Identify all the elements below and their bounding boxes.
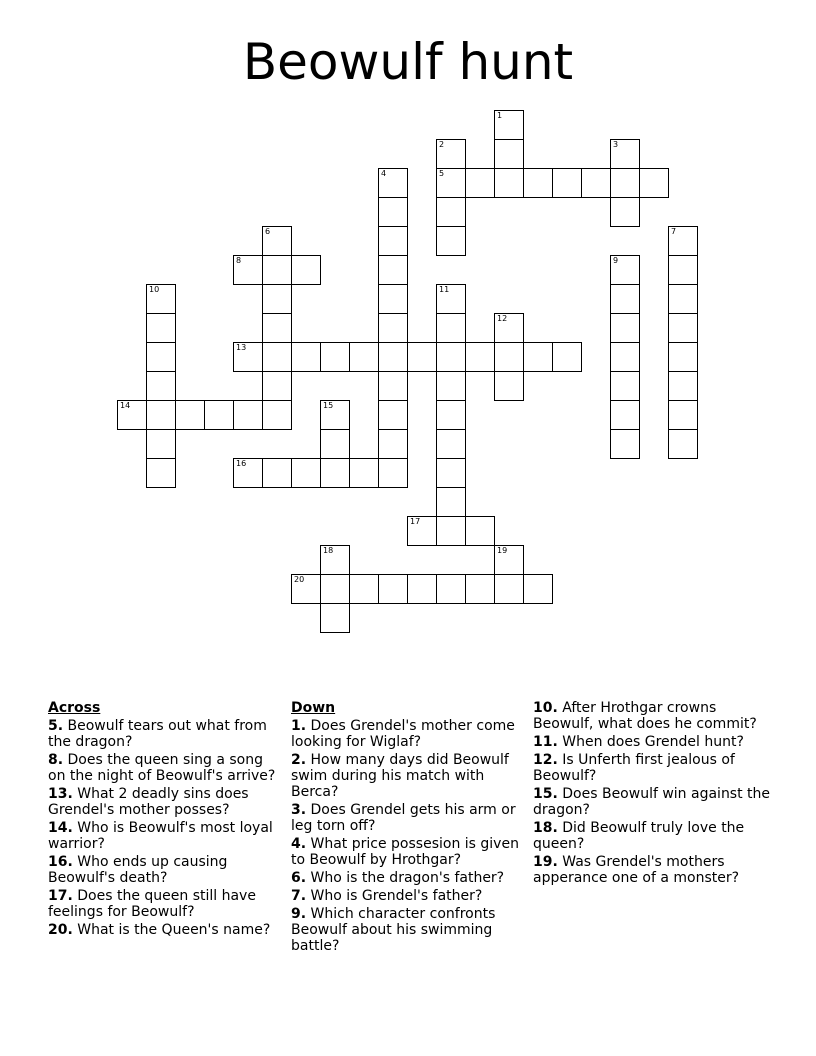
grid-cell[interactable] xyxy=(668,400,698,430)
across-clues xyxy=(48,700,278,940)
grid-cell[interactable] xyxy=(436,487,466,517)
grid-cell[interactable] xyxy=(320,400,350,430)
clue-text: What is the Queen's name? xyxy=(72,922,271,938)
grid-cell[interactable] xyxy=(117,400,147,430)
grid-cell[interactable] xyxy=(610,400,640,430)
grid-cell[interactable] xyxy=(668,429,698,459)
grid-cell[interactable] xyxy=(291,458,321,488)
clue-text: Does the queen still have feelings for Beowulf? xyxy=(48,888,256,920)
grid-cell[interactable] xyxy=(233,255,263,285)
grid-cell[interactable] xyxy=(668,342,698,372)
clue-num: 20. xyxy=(48,922,73,938)
clue-item xyxy=(48,820,278,852)
clue-text: Is Unferth first jealous of Beowulf? xyxy=(533,752,735,784)
grid-cell[interactable] xyxy=(262,313,292,343)
grid-cell[interactable] xyxy=(436,342,466,372)
grid-cell[interactable] xyxy=(523,342,553,372)
clue-text: Who is Grendel's father? xyxy=(306,888,483,904)
clue-num: 18. xyxy=(533,820,558,836)
clue-num: 12. xyxy=(533,752,558,768)
grid-cell[interactable] xyxy=(436,371,466,401)
clue-num: 17. xyxy=(48,888,73,904)
grid-cell[interactable] xyxy=(378,458,408,488)
clue-item xyxy=(533,820,773,852)
grid-cell[interactable] xyxy=(436,168,466,198)
grid-cell[interactable] xyxy=(494,574,524,604)
clue-item xyxy=(533,700,773,732)
grid-cell[interactable] xyxy=(523,168,553,198)
grid-cell[interactable] xyxy=(581,168,611,198)
grid-cell[interactable] xyxy=(320,603,350,633)
clue-num: 9. xyxy=(291,906,307,922)
clue-text: Which character confronts Beowulf about his swimming battle? xyxy=(291,906,496,954)
grid-cell[interactable] xyxy=(146,313,176,343)
down-clues xyxy=(291,700,523,956)
grid-cell[interactable] xyxy=(494,371,524,401)
grid-cell[interactable] xyxy=(378,168,408,198)
grid-cell[interactable] xyxy=(610,255,640,285)
clue-number: 20 xyxy=(294,575,305,584)
clue-item xyxy=(48,752,278,784)
clue-num: 16. xyxy=(48,854,73,870)
grid-cell[interactable] xyxy=(378,342,408,372)
page-title: Beowulf hunt xyxy=(242,33,574,91)
clue-num: 6. xyxy=(291,870,307,886)
clue-text: Who is the dragon's father? xyxy=(306,870,505,886)
clue-num: 15. xyxy=(533,786,558,802)
grid-cell[interactable] xyxy=(262,342,292,372)
grid-cell[interactable] xyxy=(262,371,292,401)
grid-cell[interactable] xyxy=(465,168,495,198)
clue-item xyxy=(48,786,278,818)
grid-cell[interactable] xyxy=(552,168,582,198)
across-clue-list xyxy=(48,718,278,938)
grid-cell[interactable] xyxy=(320,458,350,488)
grid-cell[interactable] xyxy=(465,574,495,604)
clue-item xyxy=(291,906,523,954)
clue-text: Was Grendel's mothers apperance one of a monster? xyxy=(533,854,740,886)
grid-cell[interactable] xyxy=(146,342,176,372)
clue-text: Who is Beowulf's most loyal warrior? xyxy=(48,820,273,852)
clue-num: 1. xyxy=(291,718,307,734)
grid-cell[interactable] xyxy=(436,226,466,256)
clue-number: 17 xyxy=(410,517,421,526)
grid-cell[interactable] xyxy=(262,400,292,430)
clue-text: When does Grendel hunt? xyxy=(557,734,744,750)
grid-cell[interactable] xyxy=(494,110,524,140)
grid-cell[interactable] xyxy=(668,371,698,401)
grid-cell[interactable] xyxy=(436,313,466,343)
clue-text: Beowulf tears out what from the dragon? xyxy=(48,718,267,750)
grid-cell[interactable] xyxy=(378,197,408,227)
grid-cell[interactable] xyxy=(436,429,466,459)
grid-cell[interactable] xyxy=(262,226,292,256)
grid-cell[interactable] xyxy=(494,168,524,198)
grid-cell[interactable] xyxy=(552,342,582,372)
clue-item xyxy=(48,922,278,938)
grid-cell[interactable] xyxy=(494,139,524,169)
clue-text: Does Beowulf win against the dragon? xyxy=(533,786,771,818)
clue-text: Does Grendel's mother come looking for Wiglaf? xyxy=(291,718,515,750)
clue-number: 2 xyxy=(439,140,445,149)
grid-cell[interactable] xyxy=(378,284,408,314)
clue-number: 6 xyxy=(265,227,271,236)
grid-cell[interactable] xyxy=(465,342,495,372)
clue-num: 2. xyxy=(291,752,307,768)
clue-number: 13 xyxy=(236,343,247,352)
grid-cell[interactable] xyxy=(233,458,263,488)
clue-item xyxy=(533,734,773,750)
down-heading: Down xyxy=(291,700,336,716)
grid-cell[interactable] xyxy=(668,226,698,256)
across-heading: Across xyxy=(48,700,101,716)
clue-number: 5 xyxy=(439,169,445,178)
grid-cell[interactable] xyxy=(494,313,524,343)
grid-cell[interactable] xyxy=(436,197,466,227)
grid-cell[interactable] xyxy=(233,342,263,372)
grid-cell[interactable] xyxy=(146,429,176,459)
grid-cell[interactable] xyxy=(668,284,698,314)
grid-cell[interactable] xyxy=(523,574,553,604)
grid-cell[interactable] xyxy=(610,139,640,169)
grid-cell[interactable] xyxy=(291,574,321,604)
clue-text: Did Beowulf truly love the queen? xyxy=(533,820,745,852)
clue-number: 9 xyxy=(613,256,619,265)
clue-number: 7 xyxy=(671,227,677,236)
grid-cell[interactable] xyxy=(436,400,466,430)
clue-item xyxy=(533,752,773,784)
clue-text: What 2 deadly sins does Grendel's mother posses? xyxy=(48,786,249,818)
grid-cell[interactable] xyxy=(378,574,408,604)
grid-cell[interactable] xyxy=(407,516,437,546)
clue-number: 1 xyxy=(497,111,503,120)
clue-number: 12 xyxy=(497,314,508,323)
clue-text: What price possesion is given to Beowulf by Hrothgar? xyxy=(291,836,519,868)
grid-cell[interactable] xyxy=(668,313,698,343)
grid-cell[interactable] xyxy=(639,168,669,198)
grid-cell[interactable] xyxy=(262,458,292,488)
clue-number: 15 xyxy=(323,401,334,410)
clue-num: 11. xyxy=(533,734,558,750)
clue-num: 13. xyxy=(48,786,73,802)
clue-item xyxy=(291,718,523,750)
grid-cell[interactable] xyxy=(349,342,379,372)
grid-cell[interactable] xyxy=(378,429,408,459)
clue-num: 4. xyxy=(291,836,307,852)
grid-cell[interactable] xyxy=(175,400,205,430)
clue-item xyxy=(291,836,523,868)
grid-cell[interactable] xyxy=(494,342,524,372)
grid-cell[interactable] xyxy=(436,574,466,604)
grid-cell[interactable] xyxy=(436,516,466,546)
clue-item xyxy=(291,802,523,834)
clue-text: Who ends up causing Beowulf's death? xyxy=(48,854,228,886)
grid-cell[interactable] xyxy=(349,458,379,488)
clue-num: 10. xyxy=(533,700,558,716)
grid-cell[interactable] xyxy=(262,255,292,285)
grid-cell[interactable] xyxy=(349,574,379,604)
grid-cell[interactable] xyxy=(233,400,263,430)
grid-cell[interactable] xyxy=(610,342,640,372)
grid-cell[interactable] xyxy=(610,313,640,343)
grid-cell[interactable] xyxy=(465,516,495,546)
grid-cell[interactable] xyxy=(204,400,234,430)
grid-cell[interactable] xyxy=(436,139,466,169)
grid-cell[interactable] xyxy=(320,342,350,372)
clue-item xyxy=(291,870,523,886)
grid-cell[interactable] xyxy=(320,574,350,604)
clue-item xyxy=(48,888,278,920)
clue-num: 14. xyxy=(48,820,73,836)
grid-cell[interactable] xyxy=(320,429,350,459)
grid-cell[interactable] xyxy=(494,545,524,575)
grid-cell[interactable] xyxy=(610,168,640,198)
clue-num: 7. xyxy=(291,888,307,904)
grid-cell[interactable] xyxy=(291,255,321,285)
grid-cell[interactable] xyxy=(378,255,408,285)
clue-number: 18 xyxy=(323,546,334,555)
down-clue-list-continued xyxy=(533,700,773,886)
clue-number: 16 xyxy=(236,459,247,468)
grid-cell[interactable] xyxy=(378,371,408,401)
grid-cell[interactable] xyxy=(668,255,698,285)
clue-number: 10 xyxy=(149,285,160,294)
down-clues-continued xyxy=(533,700,773,888)
grid-cell[interactable] xyxy=(262,284,292,314)
grid-cell[interactable] xyxy=(436,284,466,314)
clue-number: 14 xyxy=(120,401,131,410)
clue-num: 8. xyxy=(48,752,64,768)
clue-item xyxy=(533,854,773,886)
clue-number: 19 xyxy=(497,546,508,555)
grid-cell[interactable] xyxy=(320,545,350,575)
clue-item xyxy=(533,786,773,818)
clue-number: 11 xyxy=(439,285,450,294)
grid-cell[interactable] xyxy=(407,574,437,604)
clue-num: 3. xyxy=(291,802,307,818)
grid-cell[interactable] xyxy=(378,400,408,430)
grid-cell[interactable] xyxy=(146,284,176,314)
grid-cell[interactable] xyxy=(610,197,640,227)
clue-number: 8 xyxy=(236,256,242,265)
grid-cell[interactable] xyxy=(610,371,640,401)
grid-cell[interactable] xyxy=(436,458,466,488)
grid-cell[interactable] xyxy=(407,342,437,372)
grid-cell[interactable] xyxy=(378,226,408,256)
clue-number: 4 xyxy=(381,169,387,178)
clue-number: 3 xyxy=(613,140,619,149)
clue-text: Does the queen sing a song on the night of Beowulf's arrive? xyxy=(48,752,276,784)
grid-cell[interactable] xyxy=(610,284,640,314)
grid-cell[interactable] xyxy=(378,313,408,343)
clue-item xyxy=(291,888,523,904)
clue-text: Does Grendel gets his arm or leg torn off? xyxy=(291,802,516,834)
clue-item xyxy=(291,752,523,800)
clue-text: How many days did Beowulf swim during his match with Berca? xyxy=(291,752,509,800)
clue-text: After Hrothgar crowns Beowulf, what does he commit? xyxy=(533,700,757,732)
clue-item xyxy=(48,854,278,886)
grid-cell[interactable] xyxy=(146,400,176,430)
grid-cell[interactable] xyxy=(146,371,176,401)
down-clue-list xyxy=(291,718,523,954)
grid-cell[interactable] xyxy=(146,458,176,488)
clue-num: 5. xyxy=(48,718,64,734)
grid-cell[interactable] xyxy=(610,429,640,459)
grid-cell[interactable] xyxy=(291,342,321,372)
clue-num: 19. xyxy=(533,854,558,870)
clue-item xyxy=(48,718,278,750)
